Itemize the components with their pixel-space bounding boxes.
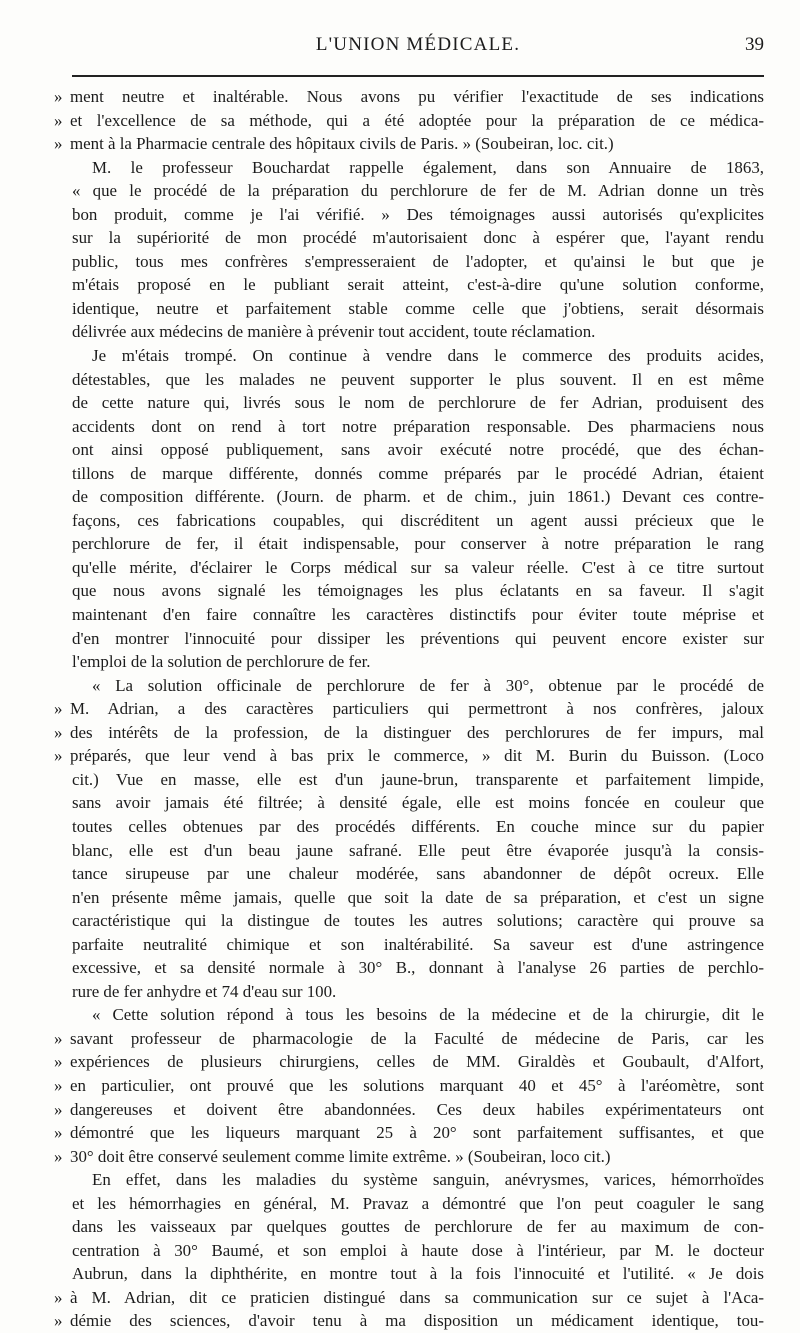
line-text: des intérêts de la profession, de la distinguer des perchlorures de fer impurs, mal xyxy=(70,722,764,742)
line-text: tance sirupeuse par une chaleur modérée, sans abandonner de dépôt ocreux. Elle xyxy=(72,864,764,884)
guillemet-mark: » xyxy=(54,1123,63,1143)
line-text: « Cette solution répond à tous les besoins de la médecine et de la chirurgie, dit le xyxy=(92,1005,764,1025)
text-line xyxy=(54,1145,764,1169)
article-body xyxy=(54,85,764,1333)
text-line xyxy=(72,815,764,839)
guillemet-mark: » xyxy=(54,1311,63,1331)
guillemet-mark: » xyxy=(54,134,63,154)
line-text: détestables, que les malades ne peuvent supporter le plus souvent. Il en est même xyxy=(72,369,764,389)
guillemet-mark: » xyxy=(54,1028,63,1048)
text-line xyxy=(54,1121,764,1145)
text-line xyxy=(72,320,764,344)
line-text: à M. Adrian, dit ce praticien distingué dans sa communication sur ce sujet à l'Aca- xyxy=(70,1287,764,1307)
text-line xyxy=(72,1168,764,1192)
text-line xyxy=(72,1239,764,1263)
text-line xyxy=(72,650,764,674)
line-text: M. Adrian, a des caractères particuliers qui permettront à nos confrères, jaloux xyxy=(70,699,764,719)
line-text: de composition différente. (Journ. de pharm. et de chim., juin 1861.) Devant ces contre- xyxy=(72,487,764,507)
line-text: ment à la Pharmacie centrale des hôpitaux civils de Paris. » (Soubeiran, loc. cit.) xyxy=(70,134,614,154)
line-text: Je m'étais trompé. On continue à vendre dans le commerce des produits acides, xyxy=(92,346,764,366)
line-text: public, tous mes confrères s'empresseraient de l'adopter, et qu'ainsi le but que je xyxy=(72,251,764,271)
line-text: sur la supériorité de mon procédé m'autorisaient donc à espérer que, l'ayant rendu xyxy=(72,228,764,248)
text-line xyxy=(72,862,764,886)
line-text: ont ainsi opposé publiquement, sans avoir exécuté notre procédé, que des échan- xyxy=(72,440,764,460)
guillemet-mark: » xyxy=(54,87,63,106)
text-line xyxy=(72,344,764,368)
line-text: Aubrun, dans la diphthérite, en montre tout à la fois l'innocuité et l'utilité. « Je dois xyxy=(72,1264,764,1284)
text-line xyxy=(72,627,764,651)
text-line xyxy=(54,85,764,109)
guillemet-mark: » xyxy=(54,110,63,130)
text-line xyxy=(72,203,764,227)
text-line xyxy=(54,721,764,745)
page-number: 39 xyxy=(745,34,764,55)
line-text: identique, neutre et parfaitement stable comme celle que j'obtiens, serait désormais xyxy=(72,298,764,318)
line-text: délivrée aux médecins de manière à prévenir tout accident, toute réclamation. xyxy=(72,322,596,342)
line-text: centration à 30° Baumé, et son emploi à haute dose à l'intérieur, par M. le docteur xyxy=(72,1240,764,1260)
line-text: expériences de plusieurs chirurgiens, celles de MM. Giraldès et Goubault, d'Alfort, xyxy=(70,1052,764,1072)
text-line xyxy=(72,768,764,792)
guillemet-mark: » xyxy=(54,722,63,742)
line-text: qu'elle mérite, d'éclairer le Corps médical sur sa valeur réelle. C'est à ce titre surtout xyxy=(72,557,764,577)
line-text: parfaite neutralité chimique et son inaltérabilité. Sa saveur est d'une astringence xyxy=(72,934,764,954)
text-line xyxy=(72,956,764,980)
text-line xyxy=(54,1027,764,1051)
line-text: démie des sciences, d'avoir tenu à ma disposition un médicament identique, tou- xyxy=(70,1311,764,1331)
text-line xyxy=(72,1003,764,1027)
line-text: et l'excellence de sa méthode, qui a été adoptée pour la préparation de ce médica- xyxy=(70,110,764,130)
line-text: dans les vaisseaux par quelques gouttes de perchlorure de fer au maximum de con- xyxy=(72,1217,764,1237)
text-line xyxy=(72,933,764,957)
text-line xyxy=(72,603,764,627)
line-text: sans avoir jamais été filtrée; à densité égale, elle est moins foncée en couleur que xyxy=(72,793,764,813)
text-line xyxy=(72,674,764,698)
text-line xyxy=(72,886,764,910)
text-line xyxy=(72,485,764,509)
line-text: savant professeur de pharmacologie de la Faculté de médecine de Paris, car les xyxy=(70,1028,764,1048)
text-line xyxy=(72,509,764,533)
guillemet-mark: » xyxy=(54,699,63,719)
line-text: perchlorure de fer, il était indispensable, pour conserver à notre préparation le rang xyxy=(72,534,764,554)
line-text: démontré que les liqueurs marquant 25 à 20° sont parfaitement suffisantes, et que xyxy=(70,1123,764,1143)
line-text: m'étais proposé en le publiant serait atteint, c'est-à-dire qu'une solution conforme, xyxy=(72,275,764,295)
line-text: que nous avons signalé les témoignages les plus éclatants en sa faveur. Il s'agit xyxy=(72,581,764,601)
text-line xyxy=(54,132,764,156)
text-line xyxy=(72,1192,764,1216)
guillemet-mark: » xyxy=(54,1075,63,1095)
line-text: de cette nature qui, livrés sous le nom de perchlorure de fer Adrian, produisent des xyxy=(72,393,764,413)
text-line xyxy=(72,368,764,392)
line-text: et les hémorrhagies en général, M. Pravaz a démontré que l'on peut coaguler le sang xyxy=(72,1193,764,1213)
text-line xyxy=(72,532,764,556)
line-text: En effet, dans les maladies du système sanguin, anévrysmes, varices, hémorrhoïdes xyxy=(92,1170,764,1190)
guillemet-mark: » xyxy=(54,746,63,766)
text-line xyxy=(72,1215,764,1239)
text-line xyxy=(72,297,764,321)
line-text: blanc, elle est d'un beau jaune safrané. Elle peut être évaporée jusqu'à la consis- xyxy=(72,840,764,860)
line-text: tillons de marque différente, donnés comme préparés par le procédé Adrian, étaient xyxy=(72,463,764,483)
text-line xyxy=(54,1050,764,1074)
text-line xyxy=(72,791,764,815)
line-text: en particulier, ont prouvé que les solutions marquant 40 et 45° à l'aréomètre, sont xyxy=(70,1075,764,1095)
text-line xyxy=(54,697,764,721)
text-line xyxy=(72,579,764,603)
guillemet-mark: » xyxy=(54,1099,63,1119)
running-title: L'UNION MÉDICALE. xyxy=(315,34,521,55)
text-line xyxy=(72,391,764,415)
text-line xyxy=(54,744,764,768)
text-line xyxy=(54,109,764,133)
text-line xyxy=(72,438,764,462)
guillemet-mark: » xyxy=(54,1146,63,1166)
line-text: toutes celles obtenues par des procédés différents. En couche mince sur du papier xyxy=(72,816,764,836)
line-text: l'emploi de la solution de perchlorure de fer. xyxy=(72,652,371,672)
line-text: dangereuses et doivent être abandonnées. Ces deux habiles expérimentateurs ont xyxy=(70,1099,764,1119)
text-line xyxy=(72,179,764,203)
guillemet-mark: » xyxy=(54,1287,63,1307)
text-line xyxy=(54,1074,764,1098)
text-line xyxy=(72,273,764,297)
line-text: excessive, et sa densité normale à 30° B., donnant à l'analyse 26 parties de perchlo- xyxy=(72,958,764,978)
line-text: ment neutre et inaltérable. Nous avons pu vérifier l'exactitude de ses indications xyxy=(70,87,764,106)
line-text: « que le procédé de la préparation du perchlorure de fer de M. Adrian donne un très xyxy=(72,181,764,201)
line-text: préparés, que leur vend à bas prix le commerce, » dit M. Burin du Buisson. (Loco xyxy=(70,746,764,766)
line-text: « La solution officinale de perchlorure de fer à 30°, obtenue par le procédé de xyxy=(92,675,764,695)
text-line xyxy=(72,556,764,580)
guillemet-mark: » xyxy=(54,1052,63,1072)
line-text: façons, ces fabrications coupables, qui discréditent un agent aussi précieux que le xyxy=(72,510,764,530)
text-line xyxy=(72,462,764,486)
line-text: accidents dont on rend à tort notre préparation responsable. Des pharmaciens nous xyxy=(72,416,764,436)
line-text: bon produit, comme je l'ai vérifié. » Des témoignages aussi autorisés qu'explicites xyxy=(72,204,764,224)
text-line xyxy=(72,909,764,933)
line-text: 30° doit être conservé seulement comme limite extrême. » (Soubeiran, loco cit.) xyxy=(70,1146,611,1166)
line-text: maintenant d'en faire connaître les caractères distinctifs pour éviter toute méprise et xyxy=(72,605,764,625)
text-line xyxy=(54,1309,764,1333)
text-line xyxy=(54,1098,764,1122)
text-line xyxy=(72,1262,764,1286)
text-line xyxy=(72,980,764,1004)
line-text: n'en présente même jamais, quelle que soit la date de sa préparation, et c'est un signe xyxy=(72,887,764,907)
text-line xyxy=(54,1286,764,1310)
text-line xyxy=(72,250,764,274)
text-line xyxy=(72,156,764,180)
line-text: cit.) Vue en masse, elle est d'un jaune-brun, transparente et parfaitement limpide, xyxy=(72,769,764,789)
page-header xyxy=(72,34,764,64)
text-line xyxy=(72,226,764,250)
line-text: d'en montrer l'innocuité pour dissiper les préventions qui peuvent encore exister sur xyxy=(72,628,764,648)
text-line xyxy=(72,415,764,439)
text-line xyxy=(72,839,764,863)
header-rule xyxy=(72,75,764,77)
line-text: rure de fer anhydre et 74 d'eau sur 100. xyxy=(72,981,337,1001)
line-text: M. le professeur Bouchardat rappelle également, dans son Annuaire de 1863, xyxy=(92,157,764,177)
line-text: caractéristique qui la distingue de toutes les autres solutions; caractère qui prouve sa xyxy=(72,911,764,931)
